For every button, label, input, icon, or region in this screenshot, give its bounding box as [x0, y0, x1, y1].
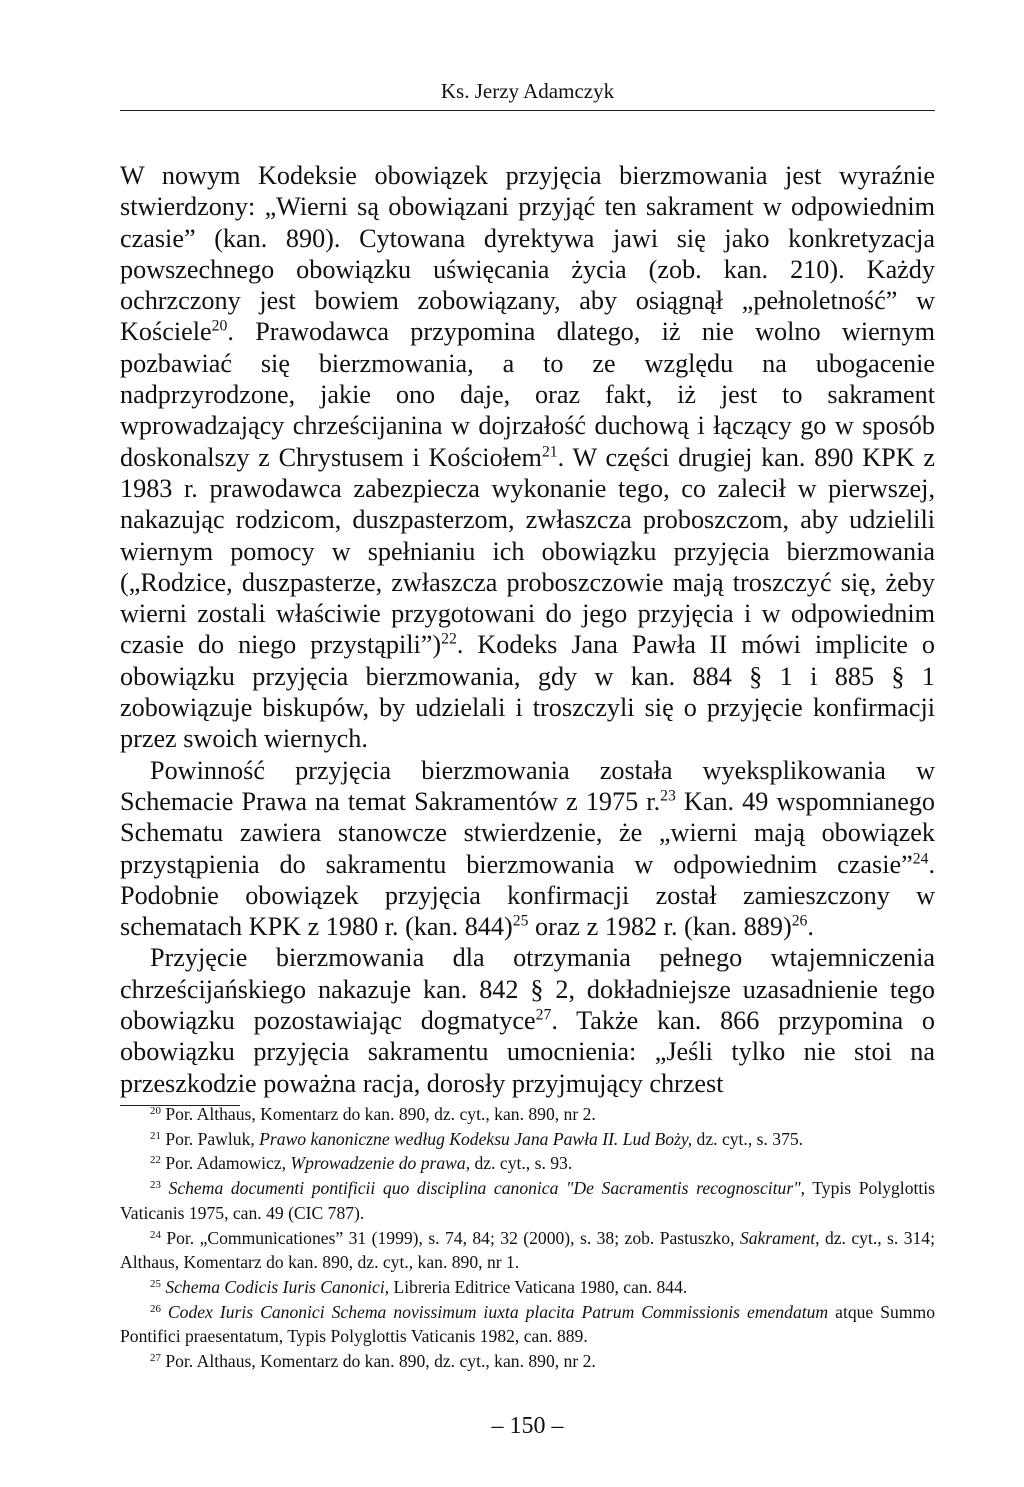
footnote-ref-21: 21 [541, 443, 558, 461]
footnote-ref-23: 23 [660, 787, 676, 805]
footnote-20: $^{20}$ Por. Althaus, Komentarz do kan. 890, dz. cyt., kan. 890, nr 2. [150, 1104, 596, 1124]
footnote-ref-26: 26 [791, 912, 808, 930]
footnote-27: $^{27}$ Por. Althaus, Komentarz do kan. 890, dz. cyt., kan. 890, nr 2. [150, 1351, 596, 1372]
header-rule [120, 110, 935, 111]
page-number: – 150 – [491, 1413, 564, 1439]
footnote-ref-27: 27 [535, 1006, 552, 1024]
footnote-ref-24: 24 [912, 850, 929, 868]
footnote-24: $^{24}$ Por. „Communicationes” 31 (1999), s. 74, 84; 32 (2000), s. 38; zob. Pastuszko, Sakrament, dz. cyt., s. 314; Althaus, Komentarz do kan. 890, dz. cyt., kan. 890, nr 1. [120, 1227, 935, 1273]
paragraph-1: W nowym Kodeksie obowiązek przyjęcia bierzmowania jest wyraźnie stwierdzony: „Wierni są obowiązani przyjąć ten sakrament w odpowiednim czasie” (kan. 890). Cytowana dyrektywa jawi się jako konkretyzacja powszechnego obowiązku uświęcania życia (zob. kan. 210). Każdy ochrzczony jest bowiem zobowiązany, aby osiągnął „pełnoletność” w Kościele$^{20}$. Prawodawca przypomina dlatego, iż nie wolno wiernym pozbawiać się bierzmowania, a to ze względu na ubogacenie nadprzyrodzone, jakie ono daje, oraz fakt, iż jest to sakrament wprowadzający chrześcijanina w dojrzałość duchową i łączący go w sposób doskonalszy z Chrystusem i Kościołem$^{21}$. W części drugiej kan. 890 KPK z 1983 r. prawodawca zabezpiecza wykonanie tego, co zalecił w pierwszej, nakazując rodzicom, duszpasterzom, zwłaszcza proboszczom, aby udzielili wiernym pomocy w spełnianiu ich obowiązku przyjęcia bierzmowania („Rodzice, duszpasterze, zwłaszcza proboszczowie mają troszczyć się, żeby wierni zostali właściwie przygotowani do jego przyjęcia i w odpowiednim czasie do niego przystąpili”)$^{22}$. Kodeks Jana Pawła II mówi implicite o obowiązku przyjęcia bierzmowania, gdy w kan. 884 § 1 i 885 § 1 zobowiązuje biskupów, by udzielali i troszczyli się o przyjęcie konfirmacji przez swoich wiernych. [120, 161, 935, 754]
footnote-21: $^{21}$ Por. Pawluk, Prawo kanoniczne według Kodeksu Jana Pawła II. Lud Boży, dz. cyt., s. 375. [150, 1128, 804, 1149]
footnote-ref-25: 25 [512, 912, 529, 930]
footnote-ref-22: 22 [441, 631, 457, 649]
footnote-23: $^{23}$ Schema documenti pontificii quo disciplina canonica "De Sacramentis recognoscitur", Typis Polyglottis Vaticanis 1975, can. 49 (CIC 787). [120, 1178, 936, 1223]
running-head: Ks. Jerzy Adamczyk [440, 79, 615, 103]
main-text [120, 160, 935, 1099]
paragraph-2: Powinność przyjęcia bierzmowania została wyeksplikowania w Schemacie Prawa na temat Sakramentów z 1975 r.$^{23}$ Kan. 49 wspomnianego Schematu zawiera stanowcze stwierdzenie, że „wierni mają obowiązek przystąpienia do sakramentu bierzmowania w odpowiednim czasie”$^{24}$. Podobnie obowiązek przyjęcia konfirmacji został zamieszczony w schematach KPK z 1980 r. (kan. 844)$^{25}$ oraz z 1982 r. (kan. 889)$^{26}$. [120, 755, 936, 942]
footnote-22: $^{22}$ Por. Adamowicz, Wprowadzenie do prawa, dz. cyt., s. 93. [150, 1153, 573, 1174]
paragraph-3: Przyjęcie bierzmowania dla otrzymania pełnego wtajemniczenia chrześcijańskiego nakazuje kan. 842 § 2, dokładniejsze uzasadnienie tego obowiązku pozostawiając dogmatyce$^{27}$. Także kan. 866 przypomina o obowiązku przyjęcia sakramentu umocnienia: „Jeśli tylko nie stoi na przeszkodzie poważna racja, dorosły przyjmujący chrzest [120, 943, 935, 1098]
footnote-26: $^{26}$ Codex Iuris Canonici Schema novissimum iuxta placita Patrum Commissionis emendatum atque Summo Pontifici praesentatum, Typis Polyglottis Vaticanis 1982, can. 889. [120, 1301, 935, 1347]
footnotes [120, 1102, 935, 1374]
footnote-ref-20: 20 [211, 318, 228, 336]
footnote-25: $^{25}$ Schema Codicis Iuris Canonici, Libreria Editrice Vaticana 1980, can. 844. [150, 1276, 688, 1297]
